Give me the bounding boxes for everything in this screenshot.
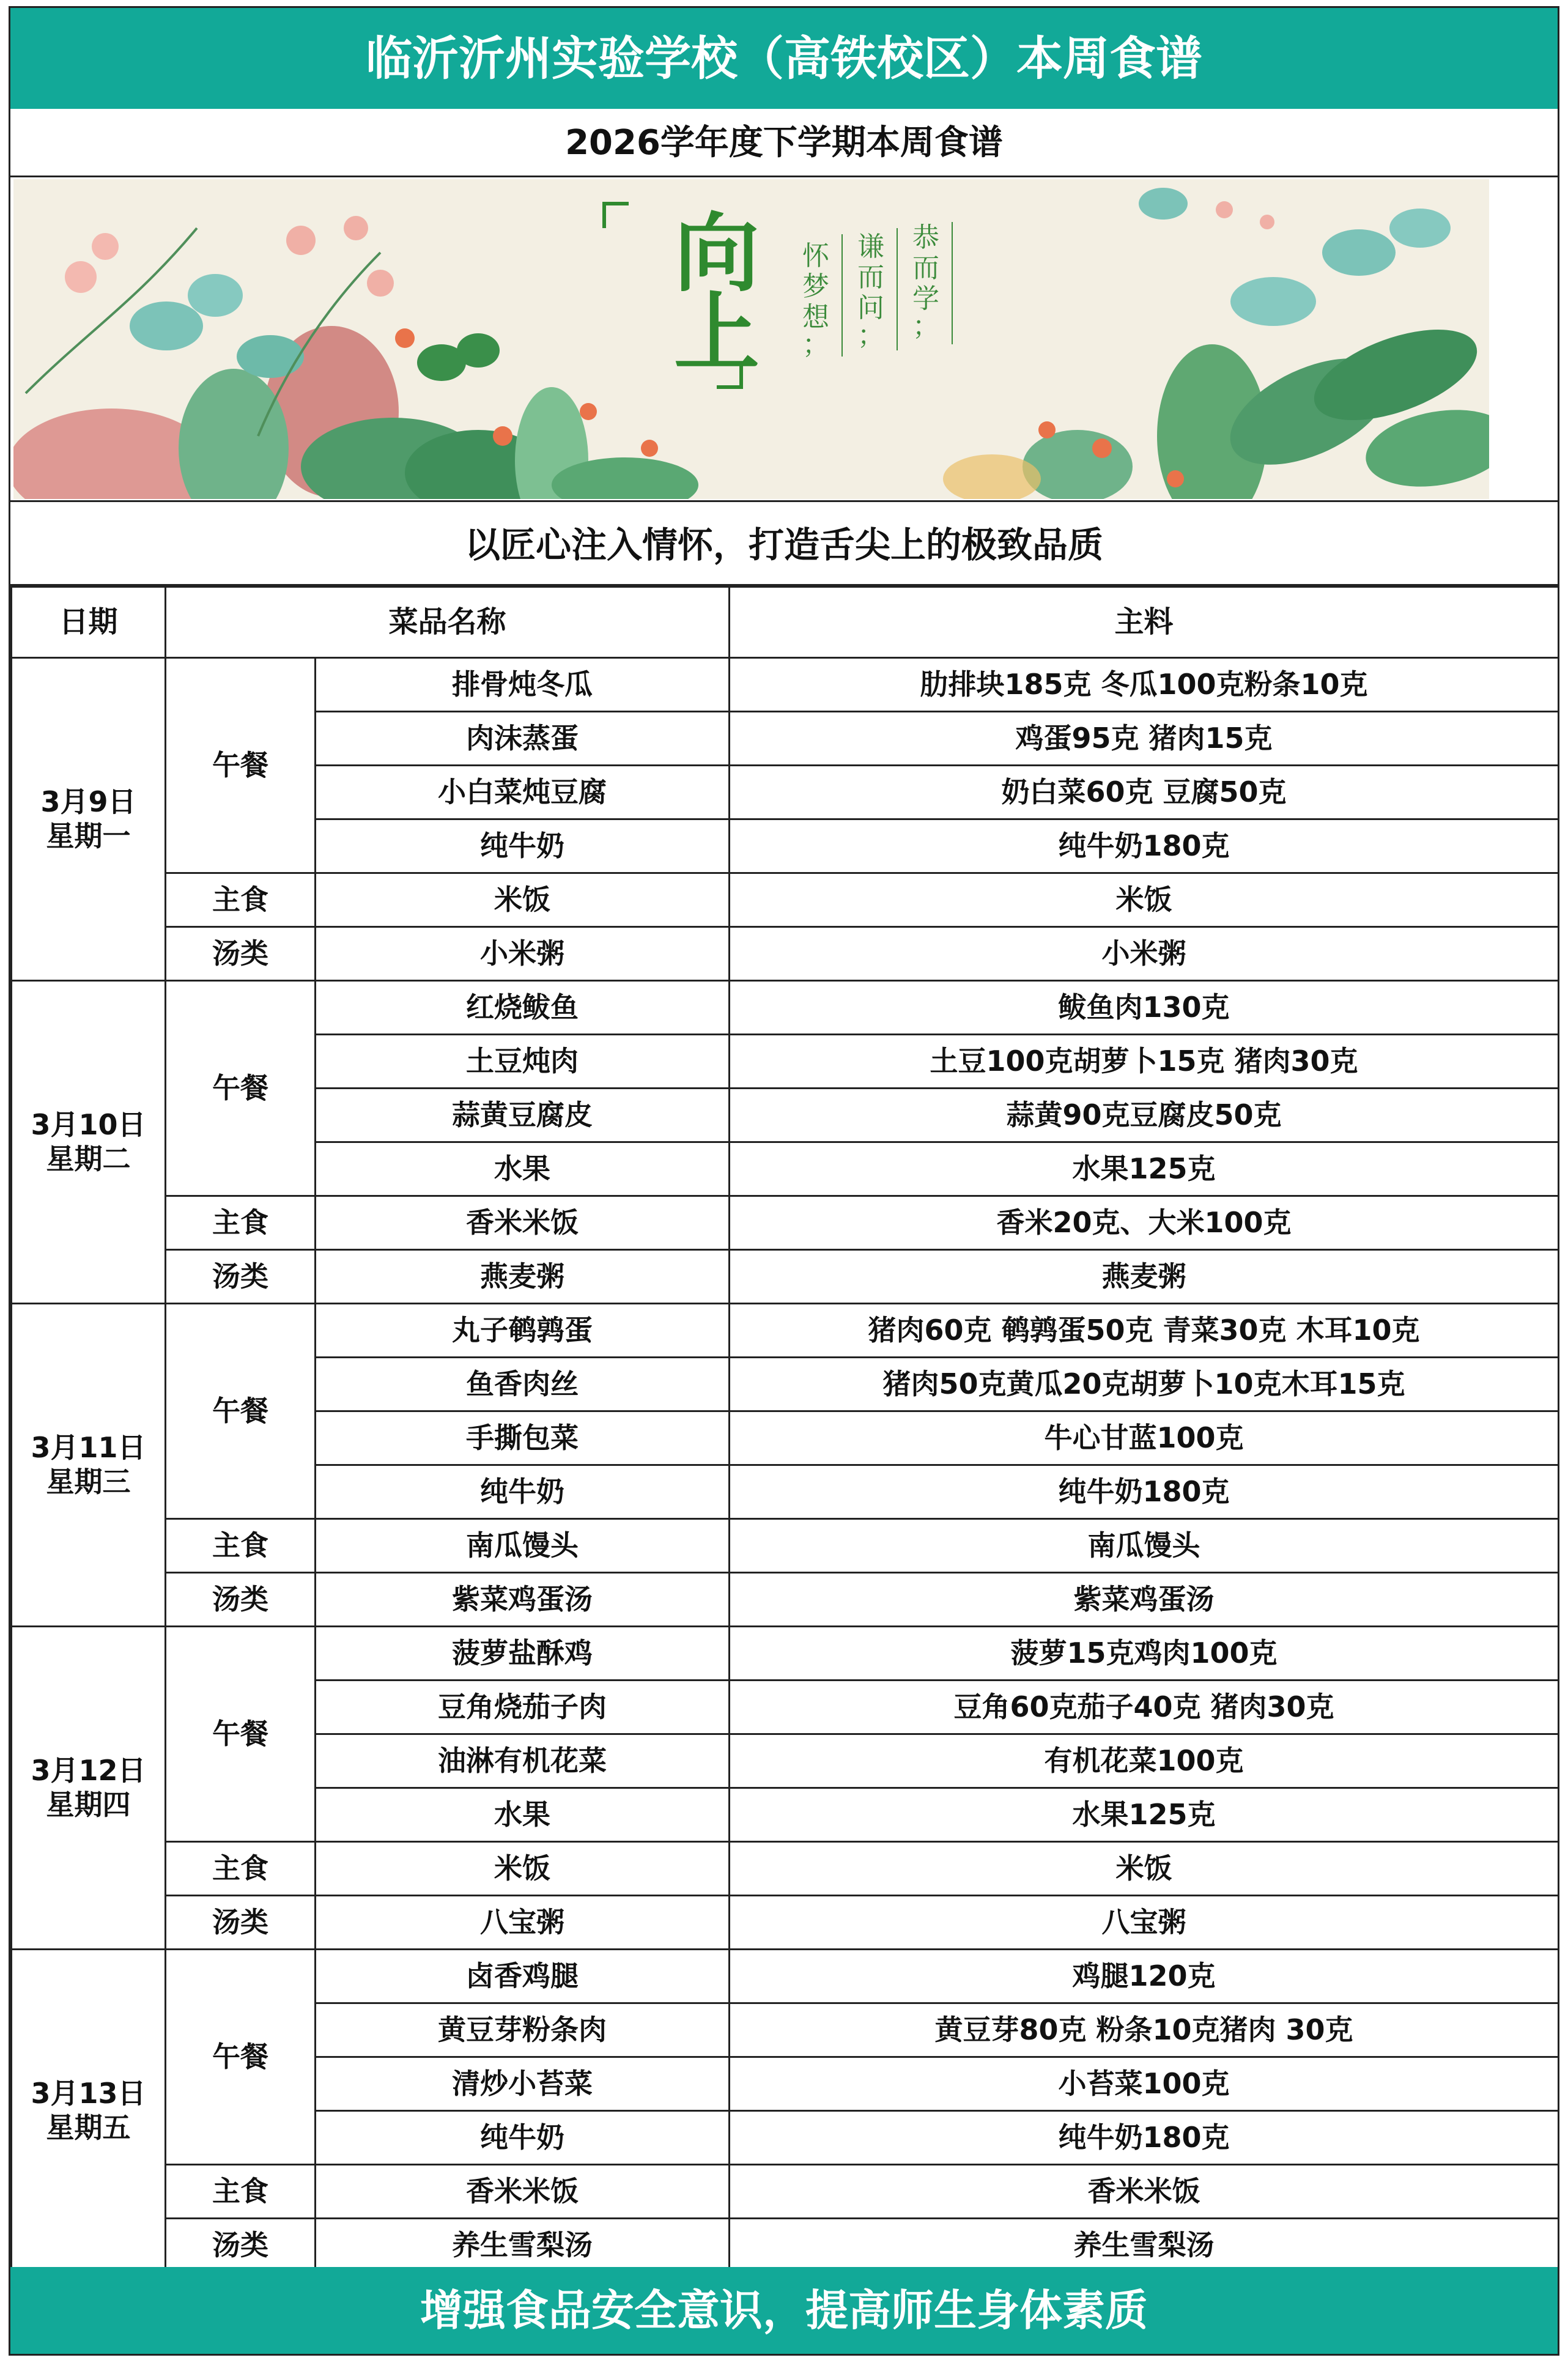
hero-title-char-2: 上 bbox=[674, 283, 760, 383]
poem-line-1: 恭而学； bbox=[912, 222, 939, 342]
dish-name: 黄豆芽粉条肉 bbox=[316, 2003, 730, 2057]
meal-label-staple: 主食 bbox=[166, 2165, 316, 2219]
weekday-label: 星期三 bbox=[46, 1465, 131, 1498]
dish-ingredients: 养生雪梨汤 bbox=[730, 2219, 1559, 2272]
dish-name: 小白菜炖豆腐 bbox=[316, 766, 730, 819]
dish-ingredients: 纯牛奶180克 bbox=[730, 2111, 1559, 2165]
meal-label-lunch: 午餐 bbox=[166, 981, 316, 1196]
weekday-label: 星期一 bbox=[46, 819, 131, 852]
dish-ingredients: 鲅鱼肉130克 bbox=[730, 981, 1559, 1035]
dish-name: 纯牛奶 bbox=[316, 819, 730, 873]
header-dish: 菜品名称 bbox=[166, 587, 730, 658]
date-label: 3月9日 bbox=[40, 785, 136, 819]
dish-ingredients: 纯牛奶180克 bbox=[730, 819, 1559, 873]
page-frame bbox=[9, 6, 1559, 2356]
dish-ingredients: 猪肉60克 鹌鹑蛋50克 青菜30克 木耳10克 bbox=[730, 1304, 1559, 1358]
date-label: 3月10日 bbox=[31, 1108, 146, 1142]
weekday-label: 星期五 bbox=[46, 2110, 131, 2144]
dish-ingredients: 米饭 bbox=[730, 873, 1559, 927]
meal-label-staple: 主食 bbox=[166, 1842, 316, 1896]
date-label: 3月13日 bbox=[31, 2077, 146, 2110]
page-title: 临沂沂州实验学校（高铁校区）本周食谱 bbox=[10, 8, 1558, 109]
dish-ingredients: 土豆100克胡萝卜15克 猪肉30克 bbox=[730, 1035, 1559, 1089]
dish-ingredients: 紫菜鸡蛋汤 bbox=[730, 1573, 1559, 1627]
dish-name: 养生雪梨汤 bbox=[316, 2219, 730, 2272]
meal-label-soup: 汤类 bbox=[166, 1573, 316, 1627]
meal-label-lunch: 午餐 bbox=[166, 658, 316, 873]
date-label: 3月12日 bbox=[31, 1754, 146, 1788]
dish-name: 香米米饭 bbox=[316, 2165, 730, 2219]
dish-name: 紫菜鸡蛋汤 bbox=[316, 1573, 730, 1627]
dish-ingredients: 小苔菜100克 bbox=[730, 2057, 1559, 2111]
dish-name: 菠萝盐酥鸡 bbox=[316, 1627, 730, 1681]
dish-ingredients: 牛心甘蓝100克 bbox=[730, 1411, 1559, 1465]
meal-label-staple: 主食 bbox=[166, 1519, 316, 1573]
dish-name: 纯牛奶 bbox=[316, 2111, 730, 2165]
meal-label-soup: 汤类 bbox=[166, 2219, 316, 2272]
dish-name: 排骨炖冬瓜 bbox=[316, 658, 730, 712]
dish-ingredients: 奶白菜60克 豆腐50克 bbox=[730, 766, 1559, 819]
meal-label-lunch: 午餐 bbox=[166, 1950, 316, 2165]
slogan: 以匠心注入情怀，打造舌尖上的极致品质 bbox=[10, 500, 1558, 586]
dish-ingredients: 香米米饭 bbox=[730, 2165, 1559, 2219]
dish-name: 燕麦粥 bbox=[316, 1250, 730, 1304]
dish-ingredients: 肋排块185克 冬瓜100克粉条10克 bbox=[730, 658, 1559, 712]
meal-label-staple: 主食 bbox=[166, 873, 316, 927]
meal-label-staple: 主食 bbox=[166, 1196, 316, 1250]
dish-name: 卤香鸡腿 bbox=[316, 1950, 730, 2003]
hero-title-char-1: 向 bbox=[674, 204, 760, 304]
poem-line-2: 谦而问； bbox=[857, 231, 884, 351]
dish-name: 米饭 bbox=[316, 873, 730, 927]
dish-name: 纯牛奶 bbox=[316, 1465, 730, 1519]
dish-name: 油淋有机花菜 bbox=[316, 1734, 730, 1788]
dish-ingredients: 豆角60克茄子40克 猪肉30克 bbox=[730, 1681, 1559, 1734]
dish-name: 米饭 bbox=[316, 1842, 730, 1896]
dish-name: 丸子鹌鹑蛋 bbox=[316, 1304, 730, 1358]
dish-name: 豆角烧茄子肉 bbox=[316, 1681, 730, 1734]
dish-ingredients: 香米20克、大米100克 bbox=[730, 1196, 1559, 1250]
dish-ingredients: 米饭 bbox=[730, 1842, 1559, 1896]
dish-name: 红烧鲅鱼 bbox=[316, 981, 730, 1035]
dish-ingredients: 燕麦粥 bbox=[730, 1250, 1559, 1304]
weekday-label: 星期四 bbox=[46, 1788, 131, 1821]
dish-ingredients: 蒜黄90克豆腐皮50克 bbox=[730, 1089, 1559, 1142]
dish-ingredients: 黄豆芽80克 粉条10克猪肉 30克 bbox=[730, 2003, 1559, 2057]
dish-name: 小米粥 bbox=[316, 927, 730, 981]
dish-ingredients: 鸡蛋95克 猪肉15克 bbox=[730, 712, 1559, 766]
dish-name: 水果 bbox=[316, 1142, 730, 1196]
meal-label-soup: 汤类 bbox=[166, 1896, 316, 1950]
dish-name: 水果 bbox=[316, 1788, 730, 1842]
dish-ingredients: 鸡腿120克 bbox=[730, 1950, 1559, 2003]
dish-name: 鱼香肉丝 bbox=[316, 1358, 730, 1411]
dish-ingredients: 小米粥 bbox=[730, 927, 1559, 981]
dish-ingredients: 菠萝15克鸡肉100克 bbox=[730, 1627, 1559, 1681]
dish-name: 手撕包菜 bbox=[316, 1411, 730, 1465]
meal-label-lunch: 午餐 bbox=[166, 1304, 316, 1519]
term-subtitle: 2026学年度下学期本周食谱 bbox=[10, 109, 1558, 177]
dish-ingredients: 水果125克 bbox=[730, 1788, 1559, 1842]
poem-line-3: 怀梦想； bbox=[802, 240, 829, 360]
meal-label-soup: 汤类 bbox=[166, 1250, 316, 1304]
meal-label-lunch: 午餐 bbox=[166, 1627, 316, 1842]
dish-name: 香米米饭 bbox=[316, 1196, 730, 1250]
dish-ingredients: 有机花菜100克 bbox=[730, 1734, 1559, 1788]
footer-slogan: 增强食品安全意识，提高师生身体素质 bbox=[10, 2267, 1558, 2354]
dish-ingredients: 猪肉50克黄瓜20克胡萝卜10克木耳15克 bbox=[730, 1358, 1559, 1411]
dish-name: 土豆炖肉 bbox=[316, 1035, 730, 1089]
date-label: 3月11日 bbox=[31, 1431, 146, 1465]
dish-ingredients: 水果125克 bbox=[730, 1142, 1559, 1196]
header-date: 日期 bbox=[12, 587, 166, 658]
dish-name: 蒜黄豆腐皮 bbox=[316, 1089, 730, 1142]
dish-ingredients: 八宝粥 bbox=[730, 1896, 1559, 1950]
dish-name: 南瓜馒头 bbox=[316, 1519, 730, 1573]
weekday-label: 星期二 bbox=[46, 1142, 131, 1175]
dish-ingredients: 南瓜馒头 bbox=[730, 1519, 1559, 1573]
dish-ingredients: 纯牛奶180克 bbox=[730, 1465, 1559, 1519]
meal-label-soup: 汤类 bbox=[166, 927, 316, 981]
dish-name: 清炒小苔菜 bbox=[316, 2057, 730, 2111]
dish-name: 肉沫蒸蛋 bbox=[316, 712, 730, 766]
dish-name: 八宝粥 bbox=[316, 1896, 730, 1950]
header-ingredients: 主料 bbox=[730, 587, 1559, 658]
